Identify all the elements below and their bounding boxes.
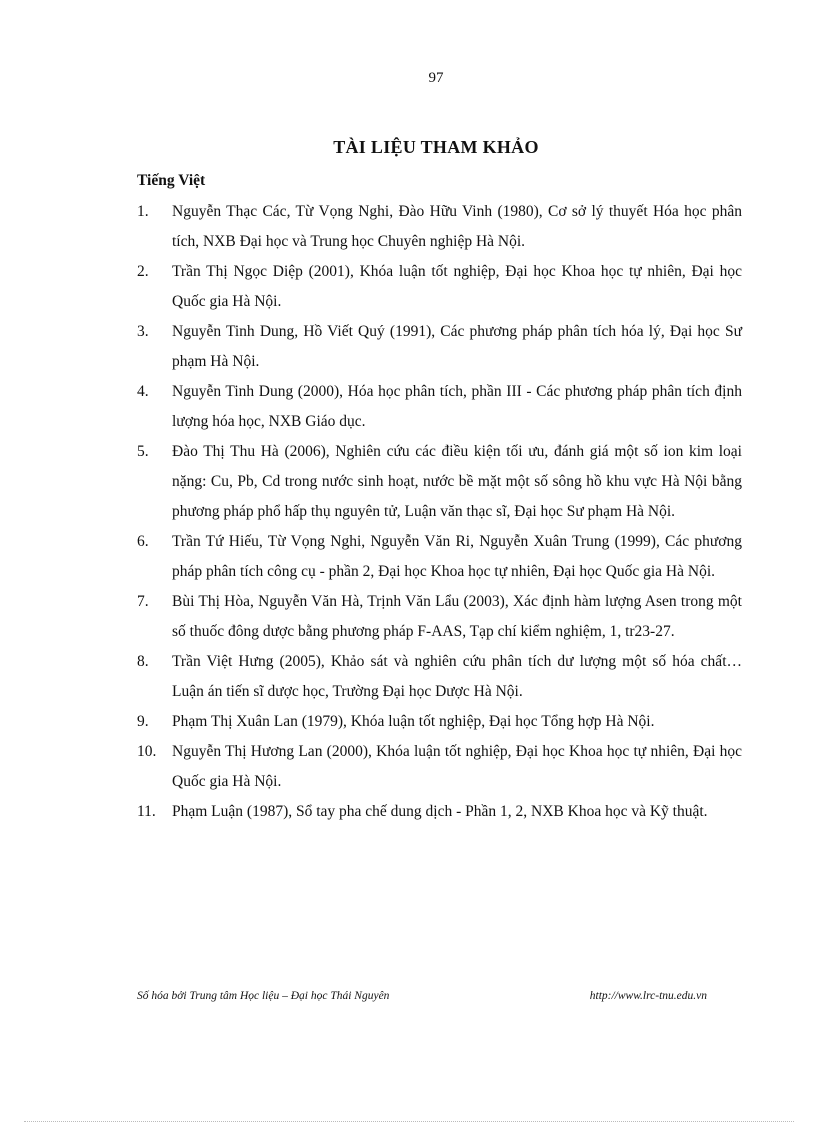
reference-item xyxy=(137,257,742,317)
reference-number: 6. xyxy=(137,533,149,550)
reference-number: 1. xyxy=(137,203,149,220)
reference-text: Đào Thị Thu Hà (2006), Nghiên cứu các điều kiện tối ưu, đánh giá một số ion kim loại nặng: Cu, Pb, Cd trong nước sinh hoạt, nước bề mặt một số sông hồ khu vực Hà Nội bằng phương pháp phổ hấp thụ nguyên tử, Luận văn thạc sĩ, Đại học Sư phạm Hà Nội. xyxy=(172,443,742,520)
bottom-divider xyxy=(24,1121,794,1122)
reference-text: Nguyễn Tinh Dung, Hồ Viết Quý (1991), Các phương pháp phân tích hóa lý, Đại học Sư phạm Hà Nội. xyxy=(172,323,742,370)
reference-number: 2. xyxy=(137,263,149,280)
reference-text: Nguyễn Thạc Các, Từ Vọng Nghi, Đào Hữu Vinh (1980), Cơ sở lý thuyết Hóa học phân tích, NXB Đại học và Trung học Chuyên nghiệp Hà Nội. xyxy=(172,203,742,250)
page-title: TÀI LIỆU THAM KHẢO xyxy=(333,137,539,157)
footer-source: Số hóa bởi Trung tâm Học liệu – Đại học Thái Nguyên xyxy=(137,990,390,1002)
reference-number: 5. xyxy=(137,443,149,460)
reference-item xyxy=(137,707,742,737)
footer-url: http://www.lrc-tnu.edu.vn xyxy=(589,990,707,1002)
reference-item xyxy=(137,197,742,257)
reference-number: 10. xyxy=(137,743,157,760)
reference-text: Bùi Thị Hòa, Nguyễn Văn Hà, Trịnh Văn Lẩu (2003), Xác định hàm lượng Asen trong một số thuốc đông dược bằng phương pháp F-AAS, Tạp chí kiểm nghiệm, 1, tr23-27. xyxy=(172,593,742,640)
reference-text: Phạm Thị Xuân Lan (1979), Khóa luận tốt nghiệp, Đại học Tổng hợp Hà Nội. xyxy=(172,713,655,730)
reference-text: Trần Thị Ngọc Diệp (2001), Khóa luận tốt nghiệp, Đại học Khoa học tự nhiên, Đại học Quốc gia Hà Nội. xyxy=(172,263,742,310)
reference-text: Nguyễn Thị Hương Lan (2000), Khóa luận tốt nghiệp, Đại học Khoa học tự nhiên, Đại học Quốc gia Hà Nội. xyxy=(172,743,742,790)
reference-text: Trần Việt Hưng (2005), Khảo sát và nghiên cứu phân tích dư lượng một số hóa chất… Luận án tiến sĩ dược học, Trường Đại học Dược Hà Nội. xyxy=(172,653,742,700)
reference-item xyxy=(137,437,742,527)
reference-item xyxy=(137,587,742,647)
reference-text: Nguyễn Tinh Dung (2000), Hóa học phân tích, phần III - Các phương pháp phân tích định lượng hóa học, NXB Giáo dục. xyxy=(172,383,742,430)
reference-number: 11. xyxy=(137,803,156,820)
reference-text: Phạm Luận (1987), Sổ tay pha chế dung dịch - Phần 1, 2, NXB Khoa học và Kỹ thuật. xyxy=(172,803,708,820)
reference-item xyxy=(137,527,742,587)
reference-list xyxy=(137,197,742,827)
section-heading: Tiếng Việt xyxy=(137,172,206,189)
reference-item xyxy=(137,797,742,827)
reference-item xyxy=(137,737,742,797)
reference-number: 8. xyxy=(137,653,149,670)
reference-item xyxy=(137,647,742,707)
reference-number: 7. xyxy=(137,593,149,610)
reference-number: 3. xyxy=(137,323,149,340)
reference-number: 4. xyxy=(137,383,149,400)
reference-item xyxy=(137,377,742,437)
reference-text: Trần Tứ Hiếu, Từ Vọng Nghi, Nguyễn Văn Ri, Nguyễn Xuân Trung (1999), Các phương pháp phân tích công cụ - phần 2, Đại học Khoa học tự nhiên, Đại học Quốc gia Hà Nội. xyxy=(172,533,742,580)
reference-item xyxy=(137,317,742,377)
page-number: 97 xyxy=(428,70,444,86)
reference-number: 9. xyxy=(137,713,149,730)
